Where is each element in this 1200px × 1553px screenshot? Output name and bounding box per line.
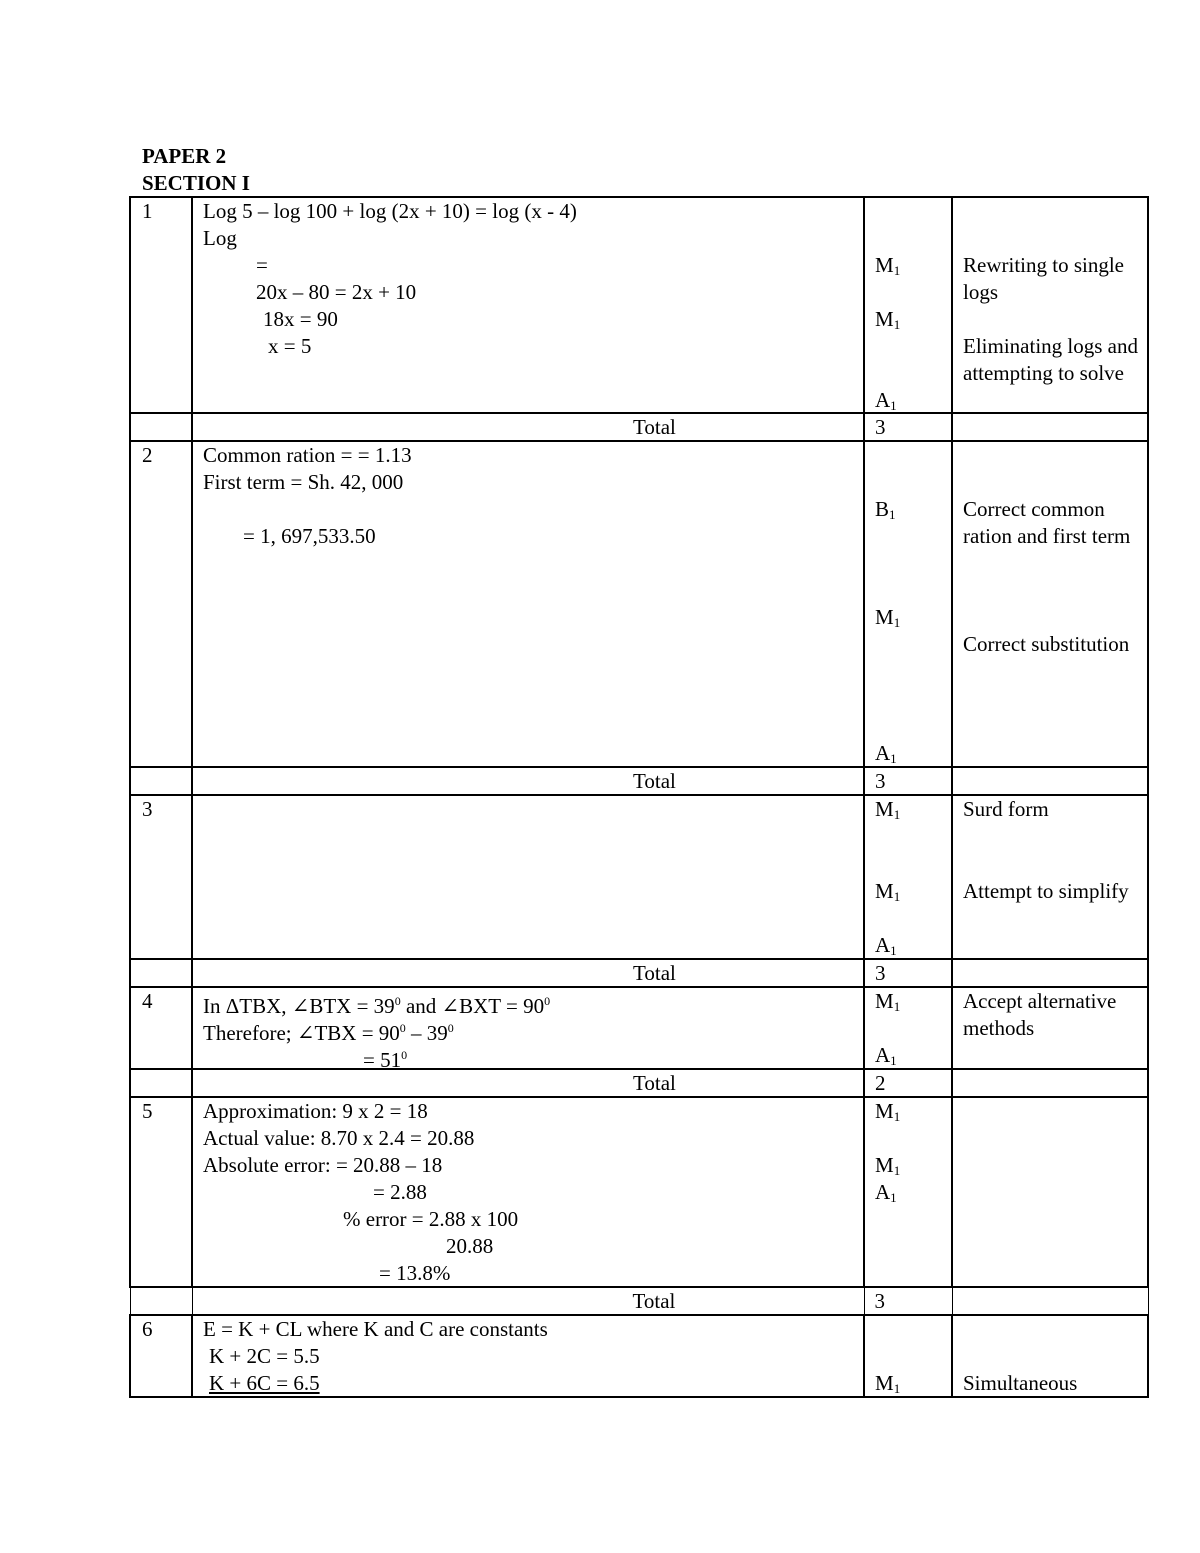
paper-title: PAPER 2 xyxy=(142,144,227,168)
working-line: Log 5 – log 100 + log (2x + 10) = log (x - 4) xyxy=(203,199,577,223)
marks-cell xyxy=(864,795,952,959)
mark-label: $M_1$ xyxy=(875,1099,901,1124)
comments-cell xyxy=(952,795,1148,959)
question-row-3 xyxy=(130,795,1148,959)
mark-label: $A_1$ xyxy=(875,388,897,413)
mark-label: $M_1$ xyxy=(875,797,901,822)
question-number: 1 xyxy=(142,199,153,223)
mark-label: $M_1$ xyxy=(875,989,901,1014)
mark-label: $A_1$ xyxy=(875,933,897,958)
comments-cell xyxy=(952,197,1148,413)
comment-text: Eliminating logs and attempting to solve xyxy=(963,334,1138,385)
total-label: Total xyxy=(633,769,676,793)
comment-text: Accept alternative methods xyxy=(963,989,1117,1040)
working-line: = 2.88 xyxy=(373,1180,427,1204)
working-line: Actual value: 8.70 x 2.4 = 20.88 xyxy=(203,1126,475,1150)
working-line: 20x – 80 = 2x + 10 xyxy=(256,280,417,304)
working-line: Log xyxy=(203,226,237,250)
working-cell xyxy=(192,795,864,959)
comment-text: Surd form xyxy=(963,797,1049,821)
total-label: Total xyxy=(633,415,676,439)
comments-cell xyxy=(952,1315,1148,1397)
comment-text: Simultaneous xyxy=(963,1371,1078,1395)
question-row-4 xyxy=(130,987,1148,1069)
working-line: 20.88 xyxy=(446,1234,494,1258)
working-line: K + 6C = 6.5 xyxy=(209,1371,320,1395)
question-number-cell xyxy=(130,197,192,413)
working-cell xyxy=(192,1315,864,1397)
working-line: Common ration = = 1.13 xyxy=(203,443,412,467)
working-line: = 13.8% xyxy=(379,1261,451,1285)
working-line: K + 2C = 5.5 xyxy=(209,1344,320,1368)
total-value: 3 xyxy=(875,415,886,439)
working-cell xyxy=(192,441,864,767)
question-row-5 xyxy=(130,1097,1148,1287)
comment-text: Attempt to simplify xyxy=(963,879,1129,903)
marking-scheme-table xyxy=(129,196,1149,1398)
comments-cell xyxy=(952,987,1148,1069)
section-title: SECTION I xyxy=(142,171,250,195)
working-line: x = 5 xyxy=(268,334,312,358)
comment-text: Rewriting to single logs xyxy=(963,253,1124,304)
question-number: 5 xyxy=(142,1099,153,1123)
working-line: = 1, 697,533.50 xyxy=(243,524,376,548)
question-number: 3 xyxy=(142,797,153,821)
total-label: Total xyxy=(633,1071,676,1095)
marks-cell xyxy=(864,987,952,1069)
marks-cell xyxy=(864,1315,952,1397)
marks-cell xyxy=(864,441,952,767)
working-line: 18x = 90 xyxy=(263,307,338,331)
comments-cell xyxy=(952,1097,1148,1287)
working-line: Absolute error: = 20.88 – 18 xyxy=(203,1153,443,1177)
mark-label: $A_1$ xyxy=(875,741,897,766)
question-number: 2 xyxy=(142,443,153,467)
comment-text: Correct common ration and first term xyxy=(963,497,1131,548)
total-value: 2 xyxy=(875,1071,886,1095)
question-number: 6 xyxy=(142,1317,153,1341)
working-cell xyxy=(192,197,864,413)
working-cell xyxy=(192,1097,864,1287)
mark-label: $M_1$ xyxy=(875,605,901,630)
working-line: = xyxy=(256,253,268,277)
working-line: In ΔTBX, ∠BTX = $39^0$ and ∠BXT = $90^0$ xyxy=(203,994,551,1018)
total-value: 3 xyxy=(874,1289,885,1313)
total-value: 3 xyxy=(875,961,886,985)
mark-label: $A_1$ xyxy=(875,1180,897,1205)
mark-label: $M_1$ xyxy=(875,1371,901,1396)
marks-cell xyxy=(864,1097,952,1287)
working-line: Therefore; ∠TBX = $90^0 - 39^0$ xyxy=(203,1021,454,1045)
working-line: % error = 2.88 x 100 xyxy=(343,1207,519,1231)
question-row-2 xyxy=(130,441,1148,767)
marks-cell xyxy=(864,197,952,413)
total-row xyxy=(130,959,1148,987)
question-row-1 xyxy=(130,197,1148,413)
total-row xyxy=(130,1069,1148,1097)
mark-label: $M_1$ xyxy=(875,253,901,278)
mark-label: $M_1$ xyxy=(875,1153,901,1178)
total-label: Total xyxy=(633,961,676,985)
mark-label: $M_1$ xyxy=(875,879,901,904)
total-row xyxy=(130,1287,1148,1315)
total-label: Total xyxy=(632,1289,676,1313)
total-row xyxy=(130,767,1148,795)
working-line: E = K + CL where K and C are constants xyxy=(203,1317,548,1341)
mark-label: $B_1$ xyxy=(875,497,896,522)
comments-cell xyxy=(952,441,1148,767)
comment-text: Correct substitution xyxy=(963,632,1130,656)
question-row-6 xyxy=(130,1315,1148,1397)
total-row xyxy=(130,413,1148,441)
question-number: 4 xyxy=(142,989,153,1013)
total-value: 3 xyxy=(875,769,886,793)
mark-label: $M_1$ xyxy=(875,307,901,332)
working-line: First term = Sh. 42, 000 xyxy=(203,470,404,494)
mark-label: $A_1$ xyxy=(875,1043,897,1068)
working-line: = $51^0$ xyxy=(363,1048,408,1072)
working-cell xyxy=(192,987,864,1072)
working-line: Approximation: 9 x 2 = 18 xyxy=(203,1099,428,1123)
